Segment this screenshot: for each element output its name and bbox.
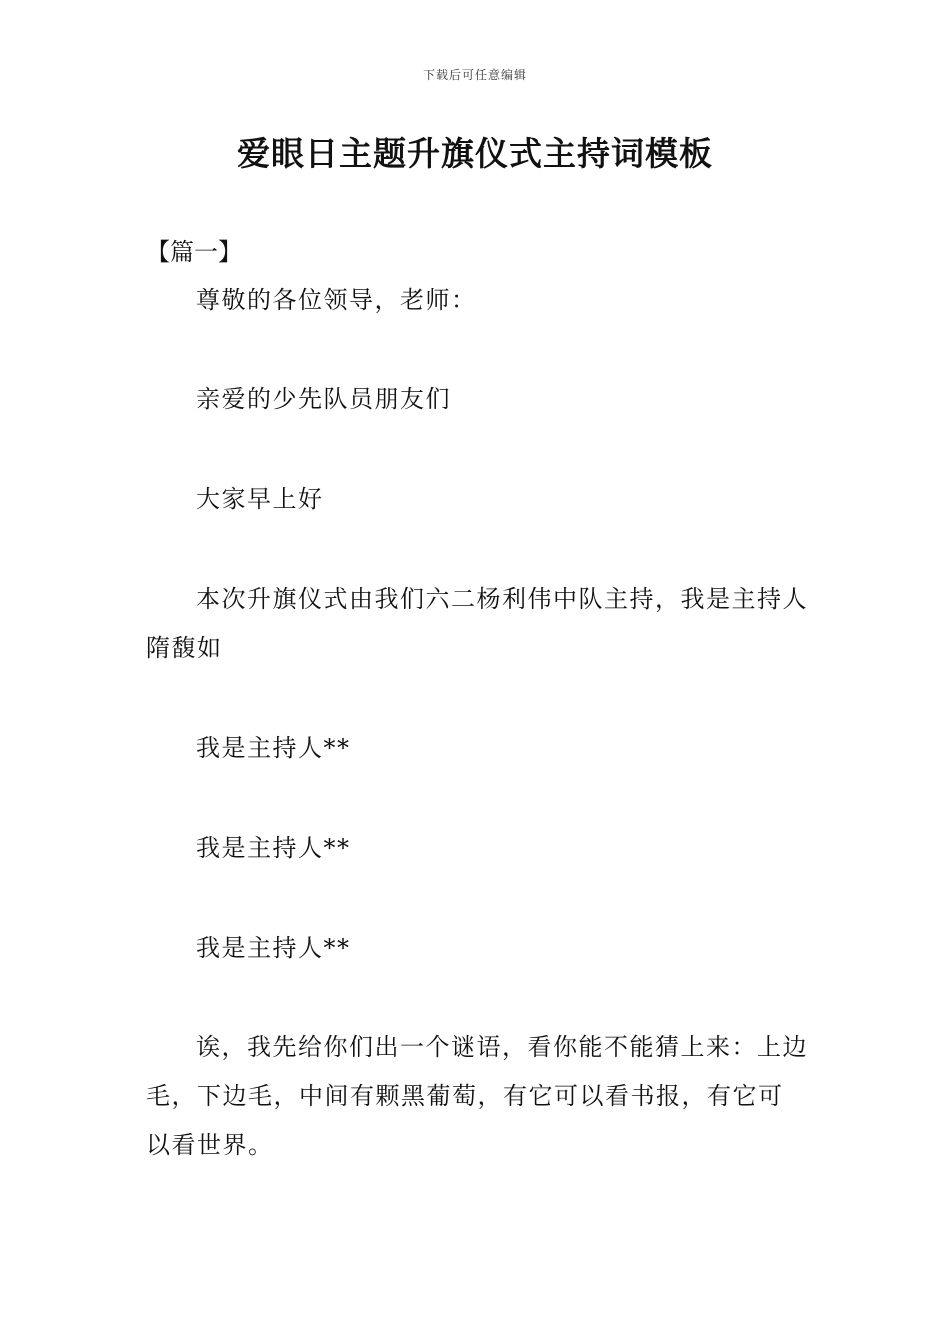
paragraph-good-morning: 大家早上好 (196, 485, 324, 513)
paragraph-greeting: 尊敬的各位领导，老师： (196, 286, 477, 314)
paragraph-riddle: 诶，我先给你们出一个谜语，看你能不能猜上来：上边毛，下边毛，中间有颗黑葡萄，有它可以看书报，有它可以看世界。 (146, 1033, 808, 1159)
paragraph-introduction: 本次升旗仪式由我们六二杨利伟中队主持，我是主持人隋馥如 (146, 585, 808, 662)
paragraph-host-1: 我是主持人** (196, 734, 351, 762)
paragraph-host-3: 我是主持人** (196, 934, 351, 962)
paragraph-address: 亲爱的少先队员朋友们 (196, 385, 451, 413)
section-label: 【篇一】 (146, 238, 242, 266)
header-note: 下载后可任意编辑 (422, 68, 527, 82)
paragraph-host-2: 我是主持人** (196, 834, 351, 862)
document-title: 爱眼日主题升旗仪式主持词模板 (237, 134, 713, 173)
